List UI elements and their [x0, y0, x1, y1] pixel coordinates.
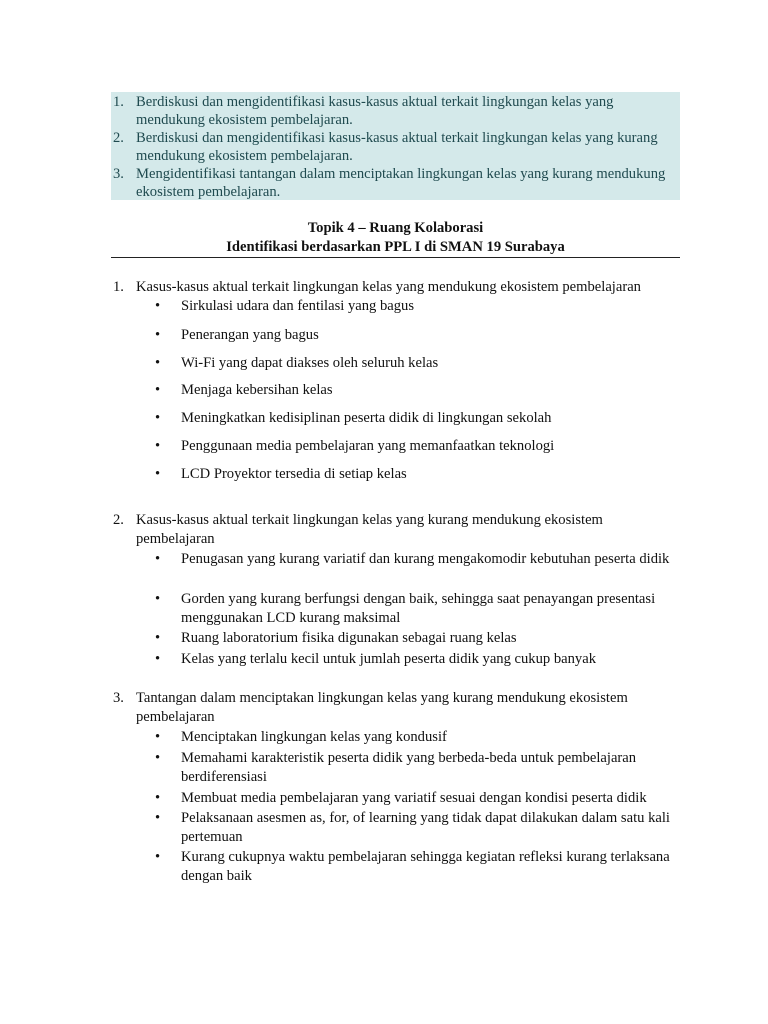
list-item-text: Menjaga kebersihan kelas [181, 382, 333, 398]
bullet-icon: • [155, 410, 161, 426]
bullet-icon: • [155, 790, 161, 806]
bullet-icon: • [155, 729, 161, 745]
list-item-text: Ruang laboratorium fisika digunakan sebagai ruang kelas [181, 630, 517, 646]
list-item [155, 437, 680, 456]
learning-goals-list [113, 93, 678, 201]
bullet-icon: • [155, 327, 161, 343]
goal-item [113, 93, 678, 129]
bullet-icon: • [155, 849, 161, 865]
list-item-text: Penggunaan media pembelajaran yang memanfaatkan teknologi [181, 438, 555, 454]
bullet-icon: • [155, 750, 161, 766]
section-2-title [113, 511, 673, 549]
list-item [155, 809, 680, 847]
topic-subtitle: Identifikasi berdasarkan PPL I di SMAN 19 Surabaya [226, 239, 565, 255]
list-item [155, 381, 680, 400]
list-item-text: Penugasan yang kurang variatif dan kurang mengakomodir kebutuhan peserta didik [181, 551, 670, 567]
goal-number: 1. [113, 94, 124, 110]
section-number: 3. [113, 690, 124, 706]
list-item [155, 590, 680, 628]
list-item [155, 848, 680, 886]
goal-text: Berdiskusi dan mengidentifikasi kasus-kasus aktual terkait lingkungan kelas yang kurang mendukung ekosistem pembelajaran. [136, 130, 658, 164]
bullet-icon: • [155, 630, 161, 646]
list-item-text: Penerangan yang bagus [181, 327, 319, 343]
list-item-text: Pelaksanaan asesmen as, for, of learning yang tidak dapat dilakukan dalam satu kali pertemuan [181, 810, 670, 845]
bullet-icon: • [155, 438, 161, 454]
section-title-text: Kasus-kasus aktual terkait lingkungan kelas yang kurang mendukung ekosistem pembelajaran [136, 512, 603, 547]
bullet-icon: • [155, 355, 161, 371]
list-item [155, 465, 680, 484]
bullet-icon: • [155, 651, 161, 667]
topic-title: Topik 4 – Ruang Kolaborasi [307, 220, 484, 236]
list-item [155, 789, 680, 808]
goal-item [113, 129, 678, 165]
bullet-icon: • [155, 551, 161, 567]
list-item [155, 297, 680, 316]
list-item [155, 650, 680, 669]
list-item-text: Menciptakan lingkungan kelas yang kondusif [181, 729, 447, 745]
bullet-icon: • [155, 298, 161, 314]
section-3-title [113, 689, 673, 727]
list-item-text: Wi-Fi yang dapat diakses oleh seluruh kelas [181, 355, 439, 371]
list-item [155, 326, 680, 345]
goal-item [113, 165, 678, 201]
list-item [155, 354, 680, 373]
section-number: 2. [113, 512, 124, 528]
goal-text: Berdiskusi dan mengidentifikasi kasus-kasus aktual terkait lingkungan kelas yang mendukung ekosistem pembelajaran. [136, 94, 614, 128]
bullet-icon: • [155, 382, 161, 398]
list-item-text: Membuat media pembelajaran yang variatif sesuai dengan kondisi peserta didik [181, 790, 647, 806]
section-title-text: Tantangan dalam menciptakan lingkungan kelas yang kurang mendukung ekosistem pembelajaran [136, 690, 628, 725]
list-item-text: Sirkulasi udara dan fentilasi yang bagus [181, 298, 415, 314]
list-item-text: Meningkatkan kedisiplinan peserta didik di lingkungan sekolah [181, 410, 552, 426]
goal-text: Mengidentifikasi tantangan dalam menciptakan lingkungan kelas yang kurang mendukung ekosistem pembelajaran. [136, 166, 666, 200]
goal-number: 3. [113, 166, 124, 182]
section-title-text: Kasus-kasus aktual terkait lingkungan kelas yang mendukung ekosistem pembelajaran [136, 279, 641, 295]
bullet-icon: • [155, 591, 161, 607]
section-1-title [113, 278, 673, 297]
bullet-icon: • [155, 810, 161, 826]
heading-divider [111, 257, 680, 258]
list-item [155, 409, 680, 428]
list-item [155, 749, 680, 787]
goal-number: 2. [113, 130, 124, 146]
bullet-icon: • [155, 466, 161, 482]
list-item [155, 629, 680, 648]
list-item [155, 728, 680, 747]
section-number: 1. [113, 279, 124, 295]
list-item-text: LCD Proyektor tersedia di setiap kelas [181, 466, 407, 482]
list-item-text: Gorden yang kurang berfungsi dengan baik, sehingga saat penayangan presentasi menggunakan LCD kurang maksimal [181, 591, 656, 626]
list-item-text: Kelas yang terlalu kecil untuk jumlah peserta didik yang cukup banyak [181, 651, 596, 667]
list-item-text: Memahami karakteristik peserta didik yang berbeda-beda untuk pembelajaran berdiferensiasi [181, 750, 637, 785]
list-item-text: Kurang cukupnya waktu pembelajaran sehingga kegiatan refleksi kurang terlaksana dengan baik [181, 849, 670, 884]
list-item [155, 550, 680, 569]
